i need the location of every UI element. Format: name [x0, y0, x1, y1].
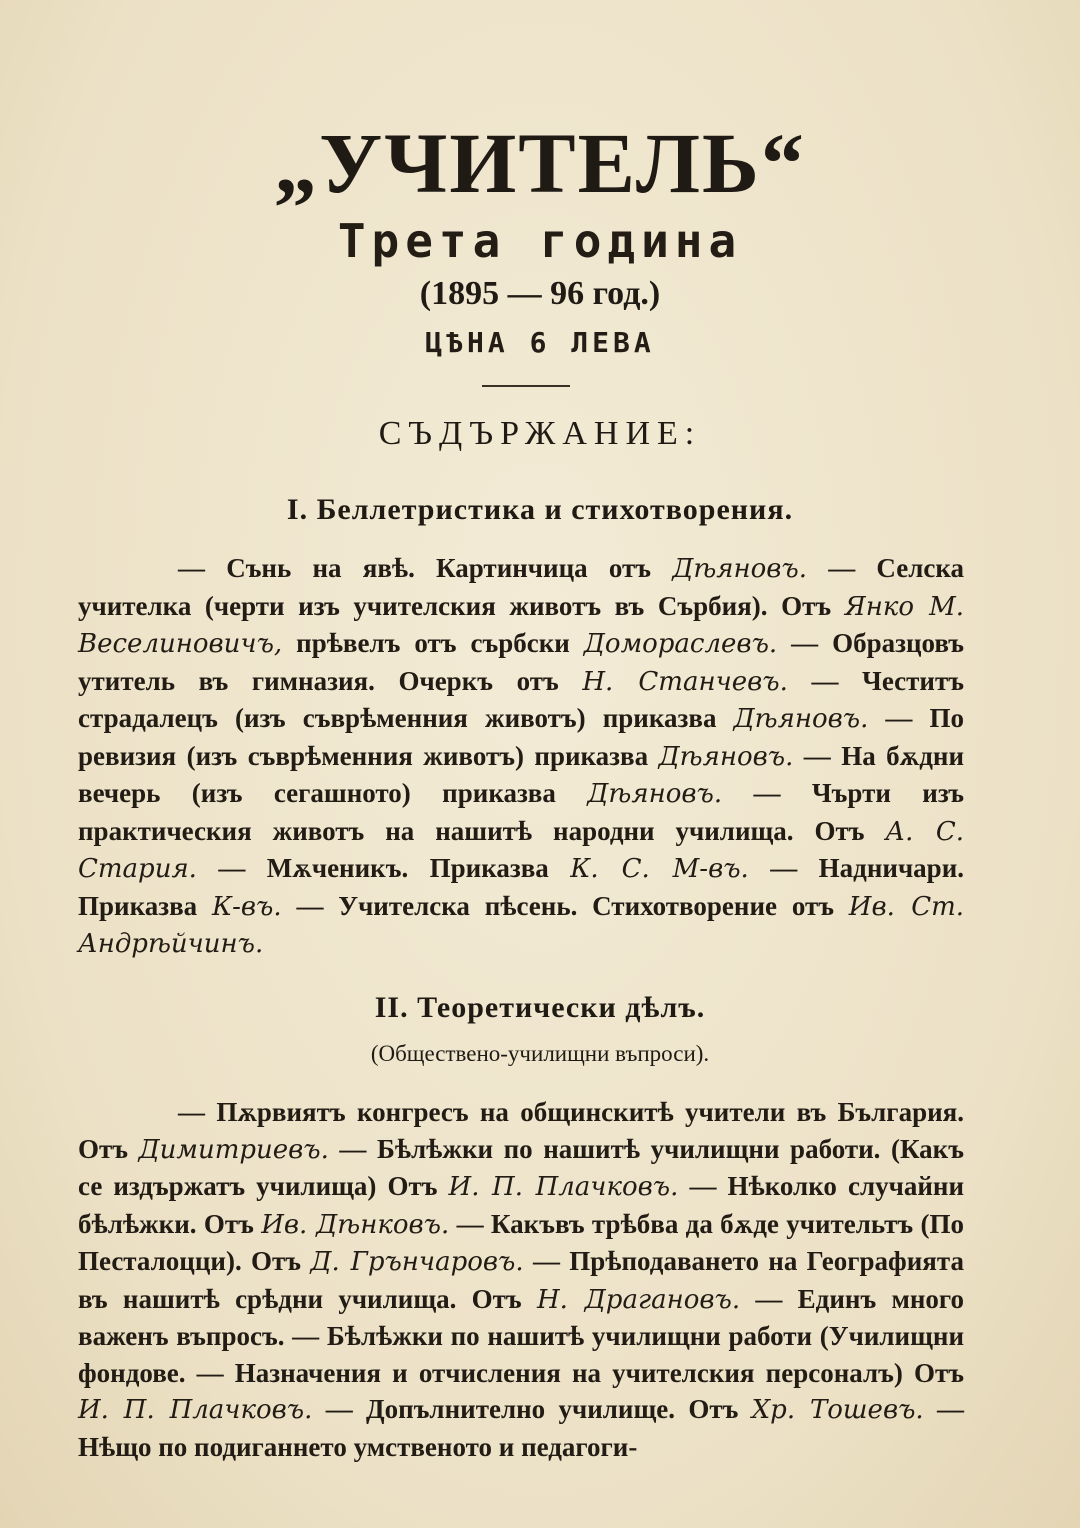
author-name: И. П. Плачковъ. [78, 1395, 313, 1425]
author-name: Димитриевъ. [138, 1134, 329, 1165]
entry-text: — Чърти изъ практическия животъ на нашитѣ народни училища. Отъ [78, 778, 964, 846]
journal-title: „УЧИТЕЛЬ“ [274, 115, 806, 211]
section-2-body [78, 1094, 964, 1465]
author-name: Дѣяновъ. [672, 554, 808, 584]
entry-text: — Селска учителка (черти изъ учителския животъ въ Сърбия). Отъ [78, 553, 964, 621]
entry-text: — Образцовъ утитель въ гимназия. Очеркъ отъ [78, 628, 965, 696]
entry-text: — На бѫдни вечерь (изъ сегашното) приказва [78, 740, 964, 808]
author-name: Ив. Ст. Андрѣйчинъ. [78, 891, 965, 959]
author-name: Домораслевъ. [583, 629, 778, 659]
price-label: ЦѢНА 6 ЛЕВА [425, 326, 655, 359]
author-name: Ив. Дѣнковъ. [261, 1209, 450, 1240]
year-label: Трета година [337, 214, 743, 268]
entry-text: — Допълнително училище. Отъ [312, 1394, 752, 1424]
entry-text: — Единъ много важенъ въпросъ. — Бѣлѣжки по нашитѣ училищни работи (Училищни фондове. — Назначения и отчисления на учителския персоналъ) Отъ [78, 1283, 965, 1388]
entry-text: — Мѫченикъ. Приказва [196, 853, 571, 883]
author-name: Дѣяновъ. [733, 704, 869, 734]
contents-heading: СЪДЪРЖАНИЕ: [378, 415, 702, 452]
entry-text: — По ревизия (изъ съврѣменния животъ) приказва [78, 703, 964, 771]
author-name: Дѣяновъ. [658, 741, 794, 772]
section-heading-2: II. Теоретически дѣлъ. [374, 991, 706, 1024]
author-name: Н. Станчевъ. [582, 666, 788, 697]
entry-text: — Прѣподаването на Географията въ нашитѣ срѣдни училища. Отъ [78, 1246, 964, 1314]
author-name: К-въ. [211, 891, 282, 922]
author-name: Дѣяновъ. [587, 779, 723, 809]
publication-years: (1895 — 96 год.) [419, 275, 661, 312]
entry-text: — Сънь на явѣ. Картинчица отъ [178, 553, 673, 583]
author-name: Хр. Тошевъ. [751, 1395, 924, 1425]
section-heading-1: I. Беллетристика и стихотворения. [286, 493, 794, 526]
section-1-body [78, 550, 964, 963]
author-name: Д. Грънчаровъ. [310, 1247, 524, 1277]
author-name: К. С. М-въ. [570, 854, 749, 884]
entry-text: — Учителска пѣсень. Стихотворение отъ [281, 890, 849, 921]
entry-text: — Бѣлѣжки по нашитѣ училищни работи. (Какъ се издържатъ училища) Отъ [78, 1133, 964, 1201]
author-name: И. П. Плачковъ. [448, 1172, 679, 1202]
entry-text: — Честитъ страдалецъ (изъ съврѣменния животъ) приказва [78, 665, 964, 733]
entry-text: — Надничари. Приказва [78, 853, 964, 921]
section-2-subheading: (Обществено-училищни въпроси). [370, 1041, 710, 1066]
divider [482, 385, 570, 387]
author-name: Янко М. Веселиновичъ, [78, 591, 964, 659]
entry-text: — Какъвъ трѣбва да бѫде учительтъ (По Песталоцци). Отъ [78, 1208, 964, 1276]
entry-text: — Нѣщо по подиганнето умственото и педагоги- [78, 1394, 965, 1462]
entry-text: — Пѫрвиятъ конгресъ на общинскитѣ учители въ България. Отъ [78, 1097, 964, 1164]
entry-text: — Нѣколко случайни бѣлѣжки. Отъ [78, 1171, 964, 1239]
entry-text: прѣвелъ отъ сърбски [282, 628, 584, 658]
author-name: Н. Драгановъ. [536, 1284, 741, 1315]
author-name: А. С. Стария. [78, 816, 964, 884]
